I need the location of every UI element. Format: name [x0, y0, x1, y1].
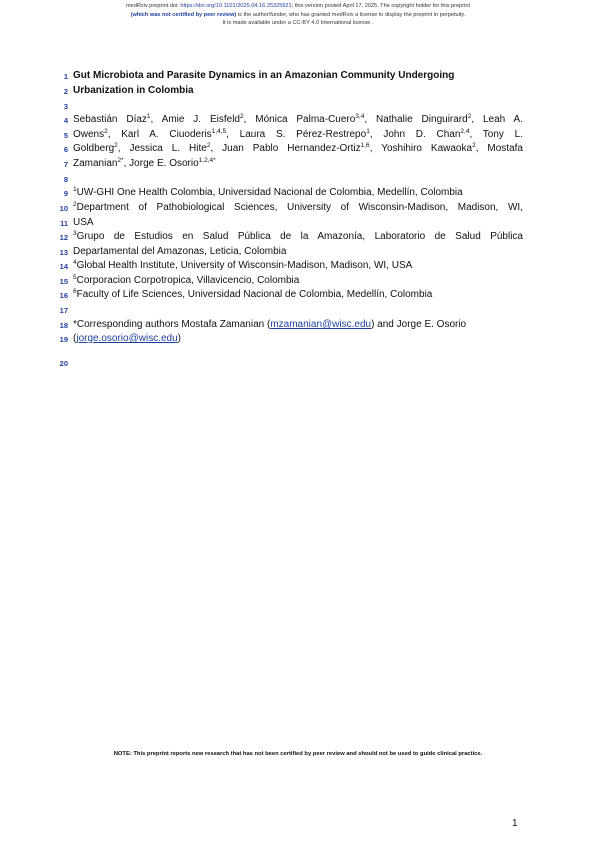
author-name: , Amie J. Eisfeld: [150, 114, 240, 125]
affiliation-2-cont: USA: [73, 217, 94, 228]
author-line-3: [73, 143, 523, 155]
author-name: , Mónica Palma-Cuero: [243, 114, 356, 125]
line-number: 14: [59, 262, 68, 271]
affiliation-4: [73, 260, 523, 272]
author-line-2: [73, 129, 523, 141]
banner-text: It is made available under a CC-BY 4.0 International license .: [222, 20, 374, 26]
author-name: , Laura S. Pérez-Restrepo: [226, 129, 367, 140]
line-number: 3: [63, 102, 68, 111]
email-link-osorio[interactable]: jorge.osorio@wisc.edu: [76, 333, 178, 344]
affiliation-text: Corporacion Corpotropica, Villavicencio, Colombia: [76, 275, 300, 286]
line-number: 7: [63, 160, 68, 169]
author-line-4: [73, 158, 523, 170]
author-affiliation-sup: 1: [146, 113, 151, 120]
author-name: , Juan Pablo Hernandez-Ortiz: [210, 143, 361, 154]
author-affiliation-sup: 1: [366, 128, 370, 135]
affiliation-text: UW-GHI One Health Colombia, Universidad Nacional de Colombia, Medellín, Colombia: [76, 187, 463, 198]
author-name: Zamanian: [73, 158, 118, 169]
line-number: 6: [63, 145, 68, 154]
line-number: 17: [59, 306, 68, 315]
affiliation-3: [73, 231, 523, 243]
line-number: 19: [59, 335, 68, 344]
affiliation-sup: 1: [73, 186, 77, 193]
author-affiliation-sup: 2: [467, 113, 472, 120]
paper-title-line-1: Gut Microbiota and Parasite Dynamics in an Amazonian Community Undergoing: [73, 70, 455, 81]
author-affiliation-sup: 1,6: [360, 142, 370, 149]
line-number: 10: [59, 204, 68, 213]
author-affiliation-sup: 2: [104, 128, 108, 135]
affiliation-6: [73, 289, 523, 301]
corresponding-text: *Corresponding authors Mostafa Zamanian (: [73, 319, 271, 330]
author-affiliation-sup: 2,4: [460, 128, 470, 135]
line-number: 20: [59, 359, 68, 368]
banner-line-1: [0, 2, 596, 11]
author-affiliation-sup: 3,4: [355, 113, 365, 120]
affiliation-1: [73, 187, 523, 199]
author-name: , Jessica L. Hite: [117, 143, 207, 154]
line-number: 12: [59, 233, 68, 242]
line-number: 11: [60, 219, 68, 228]
line-number: 13: [59, 248, 68, 257]
author-name: Goldberg: [73, 143, 115, 154]
affiliation-sup: 4: [73, 259, 77, 266]
banner-highlight: (which was not certified by peer review): [130, 11, 237, 18]
author-affiliation-sup: 2: [239, 113, 244, 120]
line-number: 5: [63, 131, 68, 140]
author-affiliation-sup: 2: [472, 142, 476, 149]
doi-link[interactable]: https://doi.org/10.1101/2025.04.16.25325921: [180, 3, 292, 9]
affiliation-sup: 6: [73, 288, 77, 295]
affiliation-text: Global Health Institute, University of Wisconsin-Madison, Madison, WI, USA: [76, 260, 413, 271]
page-number: 1: [512, 818, 518, 829]
affiliation-sup: 5: [73, 274, 77, 281]
author-affiliation-sup: 2: [206, 142, 211, 149]
author-name: , Nathalie Dinguirard: [364, 114, 468, 125]
author-name: , Yoshihiro Kawaoka: [369, 143, 473, 154]
line-number: 4: [63, 116, 68, 125]
paper-title-line-2: Urbanization in Colombia: [73, 85, 194, 96]
line-number: 16: [59, 291, 68, 300]
line-number: 18: [59, 321, 68, 330]
author-name: , Jorge E. Osorio: [123, 158, 199, 169]
affiliation-sup: 2: [73, 201, 77, 208]
affiliation-3-cont: Departamental del Amazonas, Leticia, Colombia: [73, 246, 287, 257]
line-number: 9: [63, 189, 68, 198]
affiliation-2: [73, 202, 523, 214]
corresponding-authors: [73, 319, 523, 331]
banner-line-2: [0, 11, 596, 20]
corresponding-text: ) and Jorge E. Osorio: [371, 319, 467, 330]
author-affiliation-sup: 2*: [117, 157, 124, 164]
banner-text: medRxiv preprint doi:: [125, 3, 181, 9]
line-number: 2: [63, 87, 68, 96]
author-affiliation-sup: 1,4,5: [211, 128, 227, 135]
email-link-zamanian[interactable]: mzamanian@wisc.edu: [270, 319, 372, 330]
author-name: , Karl A. Ciuoderis: [107, 129, 212, 140]
author-affiliation-sup: 2: [114, 142, 118, 149]
affiliation-text: Grupo de Estudios en Salud Pública de la Amazonía, Laboratorio de Salud Pública: [76, 231, 523, 242]
peer-review-note: NOTE: This preprint reports new research that has not been certified by peer review and should not be used to guide clinical practice.: [113, 751, 483, 757]
author-line-1: [73, 114, 523, 126]
author-name: , Mostafa: [475, 143, 523, 154]
author-name: , Tony L.: [469, 129, 523, 140]
paren: ): [177, 333, 181, 344]
author-name: , Leah A.: [471, 114, 523, 125]
author-name: Sebastián Díaz: [73, 114, 147, 125]
line-number: 8: [63, 175, 68, 184]
author-affiliation-sup: 1,2,4*: [198, 157, 216, 164]
line-number: 1: [63, 72, 68, 81]
line-number: 15: [59, 277, 68, 286]
banner-text: is the author/funder, who has granted medRxiv a license to display the preprint in perpetuity.: [236, 11, 466, 18]
affiliation-5: [73, 275, 523, 287]
banner-line-3: [0, 19, 596, 28]
preprint-banner: [0, 2, 596, 28]
affiliation-text: Faculty of Life Sciences, Universidad Nacional de Colombia, Medellín, Colombia: [76, 289, 433, 300]
affiliation-text: Department of Pathobiological Sciences, University of Wisconsin-Madison, Madison, WI,: [76, 202, 523, 213]
affiliation-sup: 3: [73, 230, 77, 237]
paren: (: [73, 333, 77, 344]
author-name: , John D. Chan: [369, 129, 461, 140]
banner-text: ; this version posted April 17, 2025. The copyright holder for this preprint: [291, 3, 471, 9]
author-name: Owens: [73, 129, 105, 140]
corresponding-authors-cont: [73, 333, 523, 345]
